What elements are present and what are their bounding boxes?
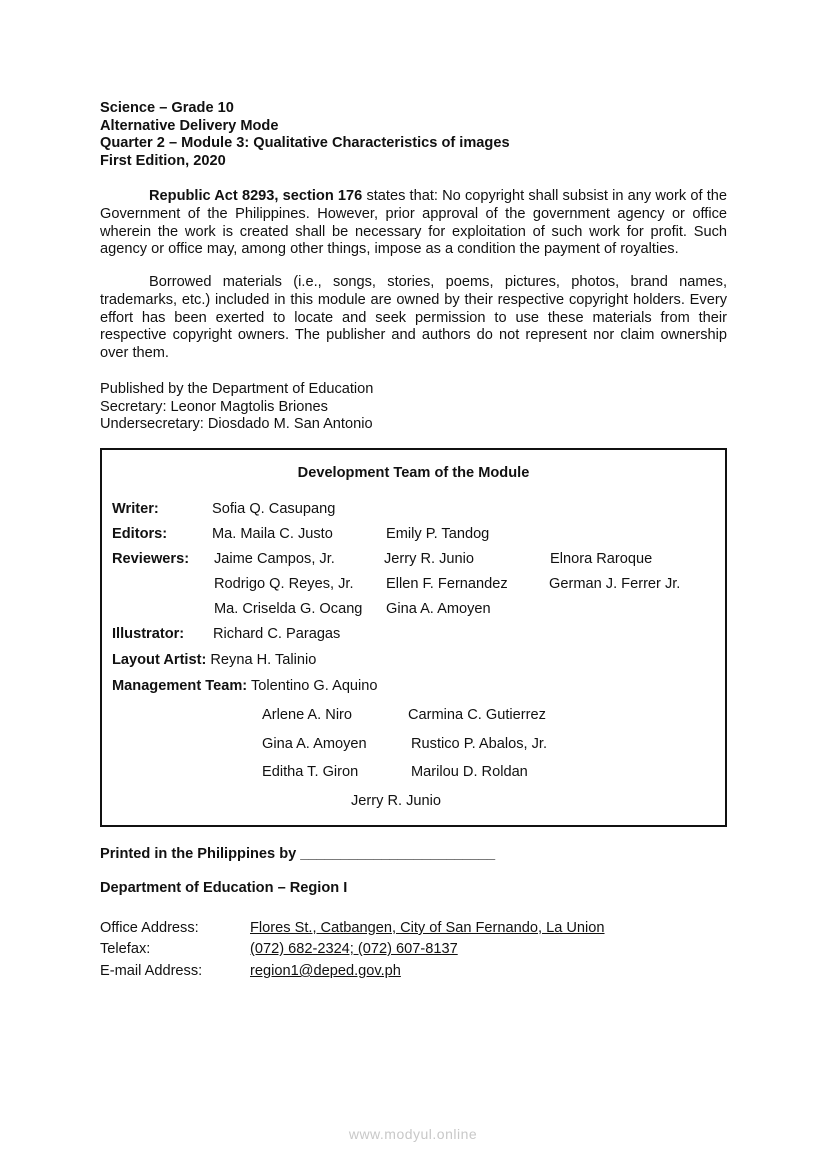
layout-artist-label: Layout Artist: (112, 652, 207, 668)
copyright-law-reference: Republic Act 8293, section 176 (149, 188, 363, 204)
copyright-text: states that: No copyright shall subsist in any work of the Government of the Philippines. However, prior approval of the government agency or office wherein the work is created shall be necessary for exploitation of such work for profit. Such agency or office may, among other things, impose as a condition the payment of royalties. (100, 188, 727, 258)
region-heading: Department of Education – Region I (100, 880, 348, 896)
reviewer-name: Gina A. Amoyen (386, 601, 491, 617)
management-team-label: Management Team: (112, 678, 248, 694)
management-member: Marilou D. Roldan (411, 764, 528, 780)
copyright-paragraph (100, 188, 727, 259)
email-label: E-mail Address: (100, 963, 203, 979)
edition: First Edition, 2020 (100, 152, 226, 169)
delivery-mode: Alternative Delivery Mode (100, 117, 279, 134)
reviewer-name: Elnora Raroque (550, 551, 653, 567)
quarter-module-title: Quarter 2 – Module 3: Qualitative Characteristics of images (100, 135, 510, 151)
management-member: Arlene A. Niro (262, 707, 353, 723)
management-member: Editha T. Giron (262, 764, 359, 780)
editors-label: Editors: (112, 526, 168, 542)
development-team-box (100, 448, 727, 827)
email-link[interactable]: region1@deped.gov.ph (250, 963, 401, 979)
printed-by-line: Printed in the Philippines by ________________________ (100, 846, 496, 862)
contact-info (0, 920, 826, 990)
secretary: Secretary: Leonor Magtolis Briones (100, 398, 328, 415)
office-address-link[interactable]: Flores St., Catbangen, City of San Fernando, La Union (250, 920, 605, 936)
borrowed-materials-paragraph (100, 274, 727, 363)
illustrator-label: Illustrator: (112, 626, 185, 642)
publisher-info (100, 381, 373, 434)
reviewer-name: Jaime Campos, Jr. (214, 551, 335, 567)
management-member: Jerry R. Junio (351, 793, 442, 809)
illustrator-name: Richard C. Paragas (213, 626, 341, 642)
reviewer-name: Ma. Criselda G. Ocang (214, 601, 363, 617)
management-team-row (112, 678, 378, 694)
telefax-label: Telefax: (100, 941, 151, 957)
reviewer-name: Rodrigo Q. Reyes, Jr. (214, 576, 354, 592)
module-title-block (100, 100, 510, 170)
writer-name: Sofia Q. Casupang (212, 501, 336, 517)
borrowed-materials-text: Borrowed materials (i.e., songs, stories, poems, pictures, photos, brand names, trademarks, etc.) included in this module are owned by their respective copyright holders. Every effort has been exerted to locate and seek permission to use these materials from their respective copyright owners. The publisher and authors do not represent nor claim ownership over them. (100, 274, 727, 362)
layout-artist-name: Reyna H. Talinio (210, 652, 317, 668)
undersecretary: Undersecretary: Diosdado M. San Antonio (100, 416, 373, 432)
telefax-link[interactable]: (072) 682-2324; (072) 607-8137 (250, 941, 458, 957)
editor-name: Ma. Maila C. Justo (212, 526, 333, 542)
management-member: Gina A. Amoyen (262, 736, 367, 752)
reviewer-name: German J. Ferrer Jr. (549, 576, 681, 592)
management-member: Carmina C. Gutierrez (408, 707, 546, 723)
subject-grade: Science – Grade 10 (100, 100, 234, 116)
reviewer-name: Ellen F. Fernandez (386, 576, 508, 592)
editor-name: Emily P. Tandog (386, 526, 490, 542)
watermark: www.modyul.online (348, 1126, 478, 1142)
reviewer-name: Jerry R. Junio (384, 551, 475, 567)
office-address-label: Office Address: (100, 920, 199, 936)
writer-label: Writer: (112, 501, 159, 517)
team-title: Development Team of the Module (297, 465, 530, 481)
layout-artist-row (112, 652, 316, 668)
published-by: Published by the Department of Education (100, 381, 374, 397)
management-head-name: Tolentino G. Aquino (250, 678, 378, 694)
management-member: Rustico P. Abalos, Jr. (411, 736, 548, 752)
reviewers-label: Reviewers: (112, 551, 190, 567)
